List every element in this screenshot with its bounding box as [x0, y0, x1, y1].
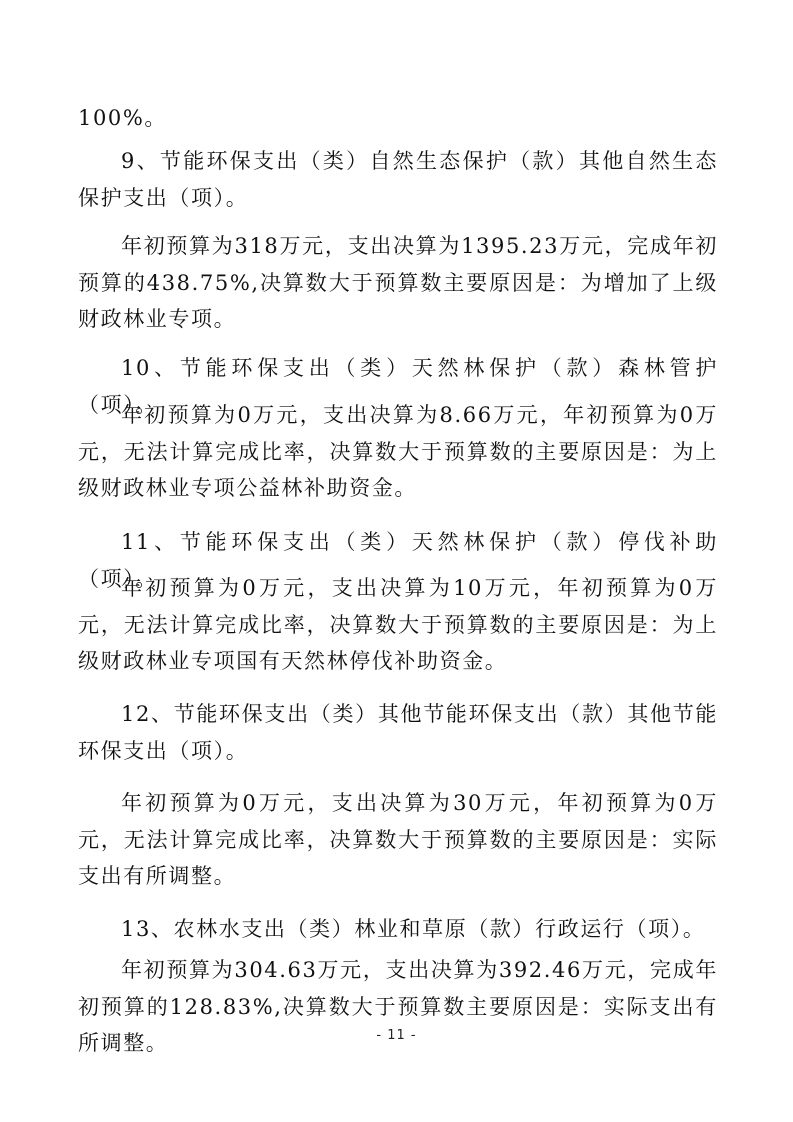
paragraph-continuation: 100%。: [78, 106, 168, 130]
item-9-heading: 9、节能环保支出（类）自然生态保护（款）其他自然生态保护支出（项）。: [78, 149, 718, 210]
item-10-body: 年初预算为0万元，支出决算为8.66万元，年初预算为0万元，无法计算完成比率，决算数大于预算数的主要原因是：为上级财政林业专项公益林补助资金。: [78, 403, 718, 500]
item-13-body: 年初预算为304.63万元，支出决算为392.46万元，完成年初预算的128.83%,决算数大于预算数主要原因是：实际支出有所调整。: [78, 958, 718, 1055]
item-13-heading: 13、农林水支出（类）林业和草原（款）行政运行（项）。: [121, 917, 706, 941]
item-11-body: 年初预算为0万元，支出决算为10万元，年初预算为0万元，无法计算完成比率，决算数大于预算数的主要原因是：为上级财政林业专项国有天然林停伐补助资金。: [78, 576, 718, 673]
item-9-body: 年初预算为318万元，支出决算为1395.23万元，完成年初预算的438.75%,决算数大于预算数主要原因是：为增加了上级财政林业专项。: [78, 234, 718, 331]
item-11-heading: 11、节能环保支出（类）天然林保护（款）停伐补助（项）。: [78, 530, 718, 591]
page-number: - 11 -: [376, 1028, 417, 1043]
item-12-heading: 12、节能环保支出（类）其他节能环保支出（款）其他节能环保支出（项）。: [78, 702, 718, 763]
item-10-heading: 10、节能环保支出（类）天然林保护（款）森林管护（项）。: [78, 356, 718, 417]
item-12-body: 年初预算为0万元，支出决算为30万元，年初预算为0万元，无法计算完成比率，决算数大于预算数的主要原因是：实际支出有所调整。: [78, 791, 718, 888]
